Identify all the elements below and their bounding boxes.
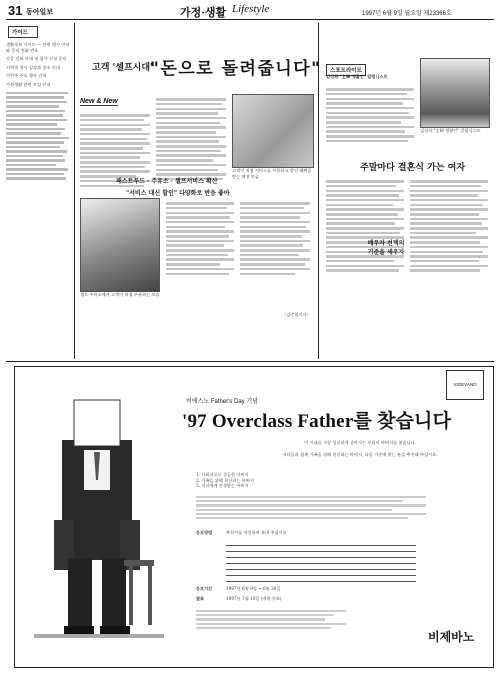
ad-body-2: 자녀들과 함께 가족을 위해 헌신하는 아버지, 다음 기준에 맞는 분을 추천해 주십시오. (282, 452, 438, 457)
announce-label: 발표 (196, 596, 205, 601)
ad-title: '97 Overclass Father를 찾습니다 (182, 411, 452, 432)
inset-title-1: 배우자 선택의 (367, 240, 405, 247)
section-title-en: Lifestyle (232, 3, 270, 15)
story-text-col-3 (166, 200, 234, 277)
column-divider (74, 23, 75, 359)
left-column (6, 23, 72, 361)
guide-paragraph: 생활정보 가이드 — 관련 행사 안내와 문의 전화 번호 (6, 42, 70, 53)
apply-label: 응모방법 (196, 530, 213, 535)
inset-title-box (356, 238, 416, 256)
kicker: New & New (80, 98, 118, 105)
father-figure-illustration (24, 370, 174, 655)
story-text-col-2 (156, 96, 226, 183)
paper-name: 동아일보 (26, 9, 54, 16)
ad-body-1: 이 시대를 가장 성실하게 살아가는 우리의 아버지를 찾습니다. (304, 440, 416, 445)
column-divider (318, 23, 319, 359)
page-number: 31 (8, 3, 23, 18)
apply-text: 추천서를 작성하여 보내 주십시오 (226, 530, 287, 535)
section-title: 가정·생활 (180, 7, 227, 19)
headline-main: "돈으로 돌려줍니다" (150, 59, 322, 79)
headline-prefix: 고객 '셀프시대' (92, 63, 153, 73)
guide-paragraph: 가정생활 관련 모임 안내 (6, 81, 51, 87)
story-text-col-4 (240, 200, 310, 277)
inset-title-2: 기준을 세우자 (367, 249, 405, 256)
ad-filler-lines (196, 494, 426, 521)
byline: 〈김중열기자〉 (282, 312, 311, 317)
gas-station-photo (80, 198, 160, 292)
period-text: 1997년 6월 9일 ~ 6월 30일 (226, 586, 281, 591)
brand-name: 비제바노 (428, 630, 475, 644)
subheadline-2: "서비스 대신 할인" 다양화로 반응 좋아 (126, 190, 230, 197)
columnist-photo (420, 58, 490, 128)
columnist-photo-caption: 김성희 "主婦 생활인" 칼럼니스트 (420, 128, 481, 133)
column-title: 주말마다 결혼식 가는 여자 (360, 163, 466, 173)
ad-criteria (196, 472, 426, 489)
criteria-item: 1. 사회적으로 성공한 아버지 (196, 472, 249, 477)
guide-paragraph: 이번주 주요 행사 안내 (6, 73, 47, 79)
column-byline: 김성희 "主婦 생활인" 칼럼니스트 (326, 74, 388, 79)
criteria-item: 2. 가족을 위해 헌신하는 아버지 (196, 477, 254, 483)
date-line: 1997년 6월 9일 월요일 제23366호 (362, 11, 452, 17)
announce-text: 1997년 7월 10일 (개별 통보) (226, 596, 282, 601)
column-text-right (410, 178, 488, 274)
photo-caption-2: 셀프 주유소에서 고객이 직접 주유하는 모습 (80, 292, 160, 297)
ad-top-rule (6, 361, 494, 362)
subheadline-1: 패스트푸드 · 주유소 · 셀프서비스 확산 (116, 178, 218, 185)
guide-label: 가이드 (8, 26, 38, 38)
brand-logo: VIGEVANO (446, 370, 484, 400)
period-label: 응모기간 (196, 586, 213, 591)
column-text-top (326, 86, 414, 144)
spotlight-label: 스포트라이트 (326, 64, 366, 76)
column-text-left (326, 178, 404, 274)
ad-footer-lines (196, 608, 346, 631)
header-rule (6, 19, 494, 20)
guide-paragraph: 각종 강좌 안내 및 참가 신청 문의 (6, 56, 67, 62)
guide-text (6, 42, 72, 88)
ad-kicker: 비에스노 Father's Day 기념 (186, 399, 258, 405)
store-photo (232, 94, 314, 168)
photo-caption-1: 고객이 직접 서비스를 이용하고 할인 혜택을 받는 매장 모습 (232, 168, 312, 179)
apply-form (226, 540, 416, 582)
guide-paragraph: 지역별 행사 일정과 장소 안내 (6, 64, 60, 70)
criteria-item: 3. 자녀에게 존경받는 아버지 (196, 483, 249, 489)
